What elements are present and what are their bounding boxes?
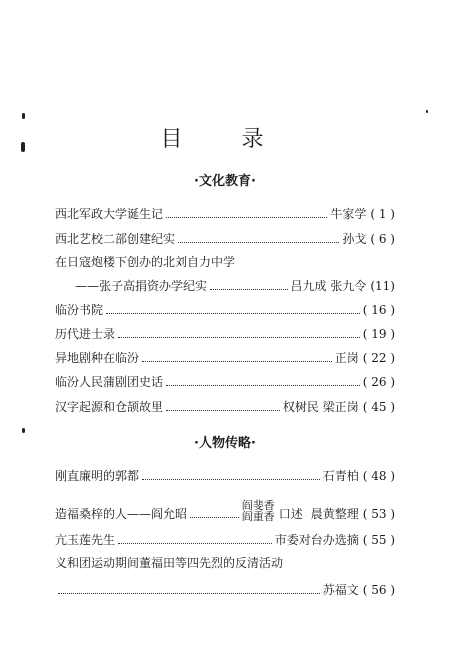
entry-page: ( 19 ) — [362, 327, 395, 341]
toc-entry — [55, 530, 395, 548]
toc-entry — [55, 324, 395, 342]
entry-author: 吕九成 张九令 — [290, 279, 367, 293]
entry-page: ( 16 ) — [362, 303, 395, 317]
entry-author: 晨黄整理 — [310, 507, 359, 521]
entry-author: 正岗 — [334, 351, 359, 365]
section-heading: ·人物传略· — [194, 436, 256, 451]
toc-entry — [55, 498, 395, 522]
leader-dots — [142, 361, 332, 362]
leader-dots — [166, 217, 327, 218]
toc-entry — [55, 372, 395, 390]
leader-dots — [58, 593, 320, 594]
toc-entry — [55, 397, 395, 415]
leader-dots — [106, 313, 360, 314]
leader-dots — [210, 289, 288, 290]
entry-page: ( 56 ) — [362, 583, 395, 597]
toc-entry — [55, 466, 395, 484]
narrated-label: 口述 — [278, 507, 303, 521]
entry-author: 苏福文 — [322, 583, 359, 597]
entry-page: ( 22 ) — [362, 351, 395, 365]
section-heading: ·文化教育· — [194, 174, 256, 189]
toc-entry — [55, 300, 395, 318]
entry-title: 在日寇炮楼下创办的北刘自力中学 — [55, 255, 236, 269]
toc-entry — [55, 229, 395, 247]
narrator-name: 阎重香 — [241, 510, 275, 523]
entry-page: ( 1 ) — [370, 207, 395, 221]
entry-title: 义和团运动期间董福田等四先烈的反清活动 — [55, 556, 284, 570]
toc-entry — [55, 252, 235, 270]
entry-title: 异地剧种在临汾 — [55, 351, 140, 365]
entry-title: 临汾人民蒲剧团史话 — [55, 375, 164, 389]
author-group — [242, 500, 359, 522]
leader-dots — [178, 242, 339, 243]
entry-title: 西北艺校二部创建纪实 — [55, 232, 176, 246]
toc-entry — [55, 553, 283, 571]
entry-author: 石青柏 — [322, 469, 359, 483]
entry-page: ( 6 ) — [370, 232, 395, 246]
entry-title: 造福桑梓的人——阎允昭 — [55, 507, 188, 521]
leader-dots — [190, 517, 239, 518]
leader-dots — [142, 479, 320, 480]
entry-author: 权树民 梁正岗 — [282, 400, 359, 414]
entry-author: 孙戈 — [342, 232, 367, 246]
narrator-name: 阎斐香 — [241, 499, 275, 512]
entry-title: 西北军政大学诞生记 — [55, 207, 164, 221]
entry-page: (11) — [370, 279, 395, 293]
author-stack — [242, 500, 275, 522]
page-title: 目 录 — [160, 127, 290, 152]
entry-title: 亢玉莲先生 — [55, 533, 116, 547]
entry-author: 牛家学 — [330, 207, 367, 221]
entry-page: ( 55 ) — [362, 533, 395, 547]
entry-page: ( 53 ) — [362, 507, 395, 521]
entry-title: ——张子高捐资办学纪实 — [75, 279, 208, 293]
leader-dots — [118, 543, 272, 544]
leader-dots — [166, 385, 360, 386]
leader-dots — [166, 410, 280, 411]
entry-title: 历代进士录 — [55, 327, 116, 341]
entry-title: 汉字起源和仓颉故里 — [55, 400, 164, 414]
toc-entry — [55, 348, 395, 366]
entry-page: ( 48 ) — [362, 469, 395, 483]
leader-dots — [118, 337, 360, 338]
entry-author: 市委对台办选摘 — [274, 533, 359, 547]
entry-page: ( 26 ) — [362, 375, 395, 389]
toc-entry — [55, 204, 395, 222]
entry-title: 刚直廉明的郭都 — [55, 469, 140, 483]
toc-entry — [75, 276, 395, 294]
entry-title: 临汾书院 — [55, 303, 104, 317]
entry-page: ( 45 ) — [362, 400, 395, 414]
margin-mark — [22, 113, 25, 119]
toc-entry — [55, 580, 395, 598]
margin-mark — [426, 110, 428, 113]
